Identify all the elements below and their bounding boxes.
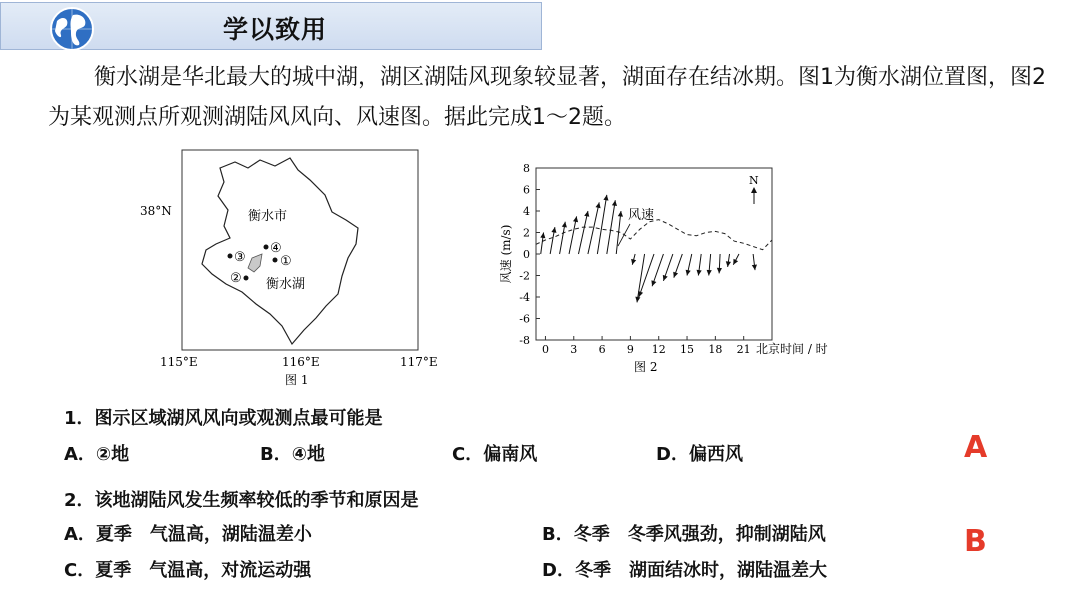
figure-1-map: [120, 140, 450, 390]
x-tick-label: 6: [598, 343, 606, 356]
wind-arrowhead: [551, 227, 556, 233]
y-tick-label: 6: [523, 183, 530, 197]
y-axis-label: 风速 (m/s): [499, 224, 513, 284]
y-tick-label: -2: [519, 269, 530, 283]
q1-option-b[interactable]: B．④地: [260, 444, 325, 465]
point-2-label: ②: [230, 271, 242, 286]
figure-1-caption: 图 1: [285, 373, 309, 387]
lon-label-115: 115°E: [160, 355, 198, 369]
q2-option-d[interactable]: D．冬季 湖面结冰时，湖陆温差大: [542, 560, 827, 581]
title-bar: [0, 2, 542, 50]
y-tick-label: 2: [523, 226, 530, 240]
chart-marks: [519, 162, 772, 356]
wind-arrowhead: [726, 261, 731, 267]
wind-arrowhead: [663, 275, 668, 281]
intro-paragraph: 衡水湖是华北最大的城中湖，湖区湖陆风现象较显著，湖面存在结冰期。图1为衡水湖位置图，图2为某观测点所观测湖陆风风向、风速图。据此完成1～2题。: [48, 65, 1046, 130]
north-label: N: [749, 174, 759, 187]
wind-arrowhead: [603, 195, 608, 201]
wind-arrowhead: [596, 202, 601, 208]
lon-label-117: 117°E: [400, 355, 438, 369]
curve-label: 风速: [628, 208, 655, 223]
wind-arrow: [637, 254, 645, 302]
wind-arrowhead: [651, 280, 656, 286]
x-tick-label: 3: [570, 343, 578, 356]
y-tick-label: -6: [519, 312, 530, 326]
wind-arrow: [569, 216, 577, 254]
q2-option-a[interactable]: A．夏季 气温高，湖陆温差小: [64, 524, 312, 545]
q1-option-c[interactable]: C．偏南风: [452, 444, 538, 465]
lon-label-116: 116°E: [282, 355, 320, 369]
city-label: 衡水市: [248, 209, 288, 224]
q1-option-d[interactable]: D．偏西风: [656, 444, 743, 465]
y-tick-label: 0: [523, 248, 530, 261]
question-2-stem: 2．该地湖陆风发生频率较低的季节和原因是: [64, 490, 419, 511]
y-tick-label: 8: [523, 162, 530, 175]
wind-arrowhead: [707, 270, 712, 276]
speed-curve: [536, 220, 772, 250]
x-tick-label: 9: [626, 343, 634, 356]
wind-arrowhead: [584, 211, 589, 217]
north-arrowhead-icon: [751, 187, 757, 193]
question-1-stem: 1．图示区域湖风风向或观测点最可能是: [64, 408, 383, 429]
lake-label: 衡水湖: [266, 277, 306, 292]
q2-option-b[interactable]: B．冬季 冬季风强劲，抑制湖陆风: [542, 524, 826, 545]
lat-label: 38°N: [140, 204, 172, 218]
wind-arrowhead: [635, 297, 640, 303]
point-3-label: ③: [234, 250, 246, 265]
wind-arrowhead: [573, 216, 578, 222]
wind-arrowhead: [752, 265, 757, 271]
y-tick-label: -4: [519, 291, 530, 304]
point-1-dot: [273, 258, 278, 263]
x-axis-label: 北京时间 / 时: [756, 342, 828, 356]
wind-arrowhead: [562, 222, 567, 228]
q2-option-c[interactable]: C．夏季 气温高，对流运动强: [64, 560, 312, 581]
y-tick-label: 4: [523, 205, 530, 218]
map-frame: [182, 150, 418, 350]
wind-arrowhead: [686, 270, 691, 276]
x-tick-label: 0: [541, 343, 549, 356]
wind-arrowhead: [717, 268, 722, 274]
curve-label-leader: [618, 224, 630, 246]
point-2-dot: [244, 276, 249, 281]
wind-arrowhead: [631, 259, 636, 265]
globe-icon: [43, 7, 101, 51]
wind-arrowhead: [697, 270, 702, 276]
page-title: 学以致用: [223, 15, 328, 44]
wind-arrow: [607, 200, 615, 254]
wind-arrowhead: [612, 200, 617, 206]
wind-arrowhead: [540, 233, 545, 239]
point-4-label: ④: [270, 241, 282, 256]
point-1-label: ①: [280, 254, 292, 269]
point-4-dot: [264, 245, 269, 250]
point-3-dot: [228, 254, 233, 259]
x-tick-label: 12: [651, 343, 666, 356]
x-tick-label: 21: [736, 343, 751, 356]
figure-2-caption: 图 2: [634, 360, 658, 374]
q2-answer: B: [964, 524, 987, 559]
q1-answer: A: [964, 430, 988, 465]
q1-option-a[interactable]: A．②地: [64, 444, 130, 465]
wind-arrow: [578, 211, 587, 254]
figure-2-wind-chart: [490, 160, 860, 380]
wind-arrowhead: [673, 272, 678, 278]
x-tick-label: 15: [680, 343, 695, 356]
y-tick-label: -8: [519, 334, 530, 347]
x-tick-label: 18: [708, 343, 723, 356]
